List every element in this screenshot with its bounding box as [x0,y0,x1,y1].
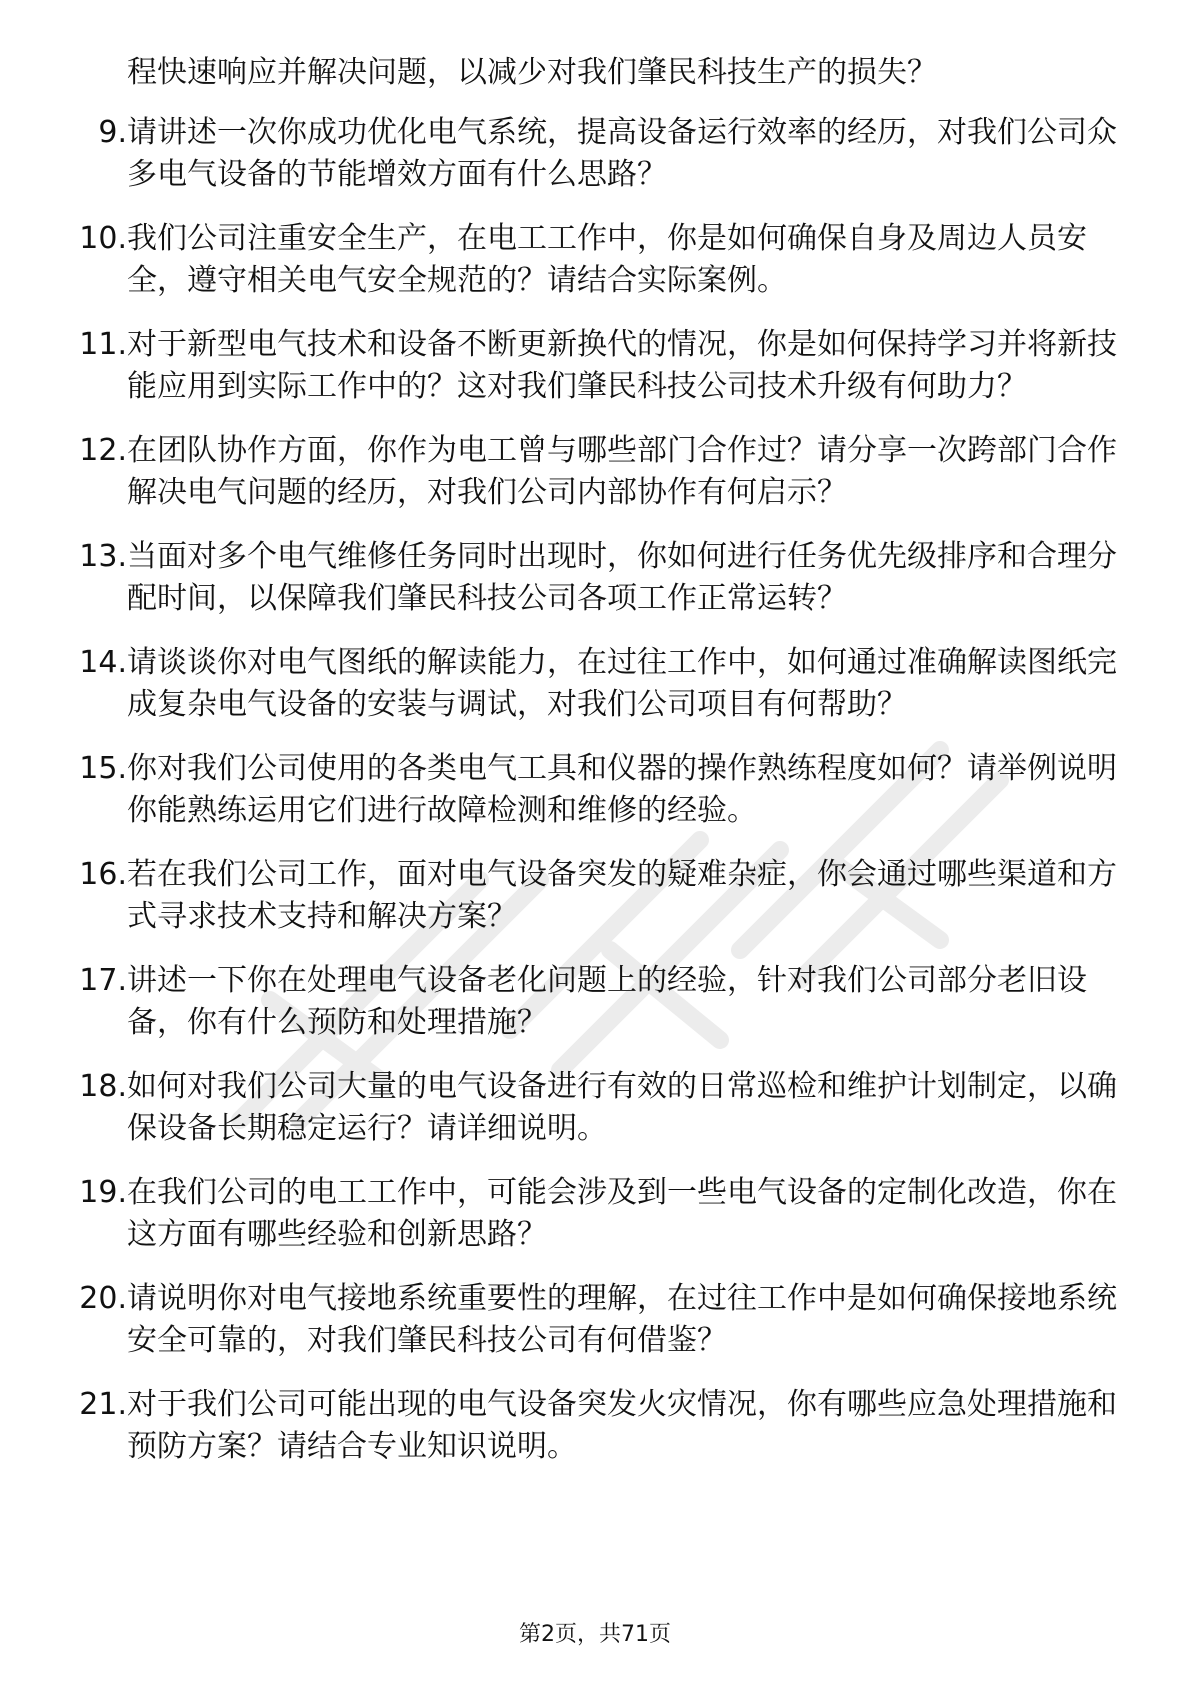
question-text: 讲述一下你在处理电气设备老化问题上的经验，针对我们公司部分老旧设备，你有什么预防和处理措施？ [127,963,1087,1040]
question-list [0,112,1190,1490]
question-number: 13. [79,539,127,574]
question-item [0,1278,1190,1362]
question-number: 14. [79,645,127,680]
question-item [0,748,1190,832]
question-text: 请谈谈你对电气图纸的解读能力，在过往工作中，如何通过准确解读图纸完成复杂电气设备的安装与调试，对我们公司项目有何帮助？ [127,645,1117,722]
question-number: 11. [79,327,127,362]
question-item [0,1172,1190,1256]
question-text: 我们公司注重安全生产，在电工工作中，你是如何确保自身及周边人员安全，遵守相关电气安全规范的？请结合实际案例。 [127,221,1087,298]
question-number: 12. [79,433,127,468]
question-number: 15. [79,751,127,786]
question-text: 若在我们公司工作，面对电气设备突发的疑难杂症，你会通过哪些渠道和方式寻求技术支持和解决方案？ [127,857,1117,934]
question-item [0,218,1190,302]
question-number: 17. [79,963,127,998]
question-item [0,324,1190,408]
question-number: 21. [79,1387,127,1422]
question-item [0,430,1190,514]
question-text: 在我们公司的电工工作中，可能会涉及到一些电气设备的定制化改造，你在这方面有哪些经验和创新思路？ [127,1175,1117,1252]
question-text: 当面对多个电气维修任务同时出现时，你如何进行任务优先级排序和合理分配时间，以保障我们肇民科技公司各项工作正常运转？ [127,539,1117,616]
question-text: 在团队协作方面，你作为电工曾与哪些部门合作过？请分享一次跨部门合作解决电气问题的经历，对我们公司内部协作有何启示？ [127,433,1117,510]
question-number: 19. [79,1175,127,1210]
question-text: 你对我们公司使用的各类电气工具和仪器的操作熟练程度如何？请举例说明你能熟练运用它们进行故障检测和维修的经验。 [127,751,1117,828]
question-text: 对于新型电气技术和设备不断更新换代的情况，你是如何保持学习并将新技能应用到实际工作中的？这对我们肇民科技公司技术升级有何助力？ [127,327,1117,404]
question-text: 请讲述一次你成功优化电气系统，提高设备运行效率的经历，对我们公司众多电气设备的节能增效方面有什么思路？ [127,115,1117,192]
continued-question-text: 程快速响应并解决问题，以减少对我们肇民科技生产的损失？ [127,55,937,90]
question-item [0,1384,1190,1468]
question-text: 如何对我们公司大量的电气设备进行有效的日常巡检和维护计划制定，以确保设备长期稳定运行？请详细说明。 [127,1069,1117,1146]
question-item [0,536,1190,620]
question-item [0,112,1190,196]
question-item [0,854,1190,938]
question-number: 10. [79,221,127,256]
page-footer: 第2页，共71页 [519,1622,671,1647]
question-number: 16. [79,857,127,892]
question-number: 18. [79,1069,127,1104]
question-text: 请说明你对电气接地系统重要性的理解，在过往工作中是如何确保接地系统安全可靠的，对我们肇民科技公司有何借鉴？ [127,1281,1117,1358]
question-number: 20. [79,1281,127,1316]
question-number: 9. [98,115,127,150]
question-item [0,642,1190,726]
question-text: 对于我们公司可能出现的电气设备突发火灾情况，你有哪些应急处理措施和预防方案？请结合专业知识说明。 [127,1387,1117,1464]
question-item [0,960,1190,1044]
question-item [0,1066,1190,1150]
